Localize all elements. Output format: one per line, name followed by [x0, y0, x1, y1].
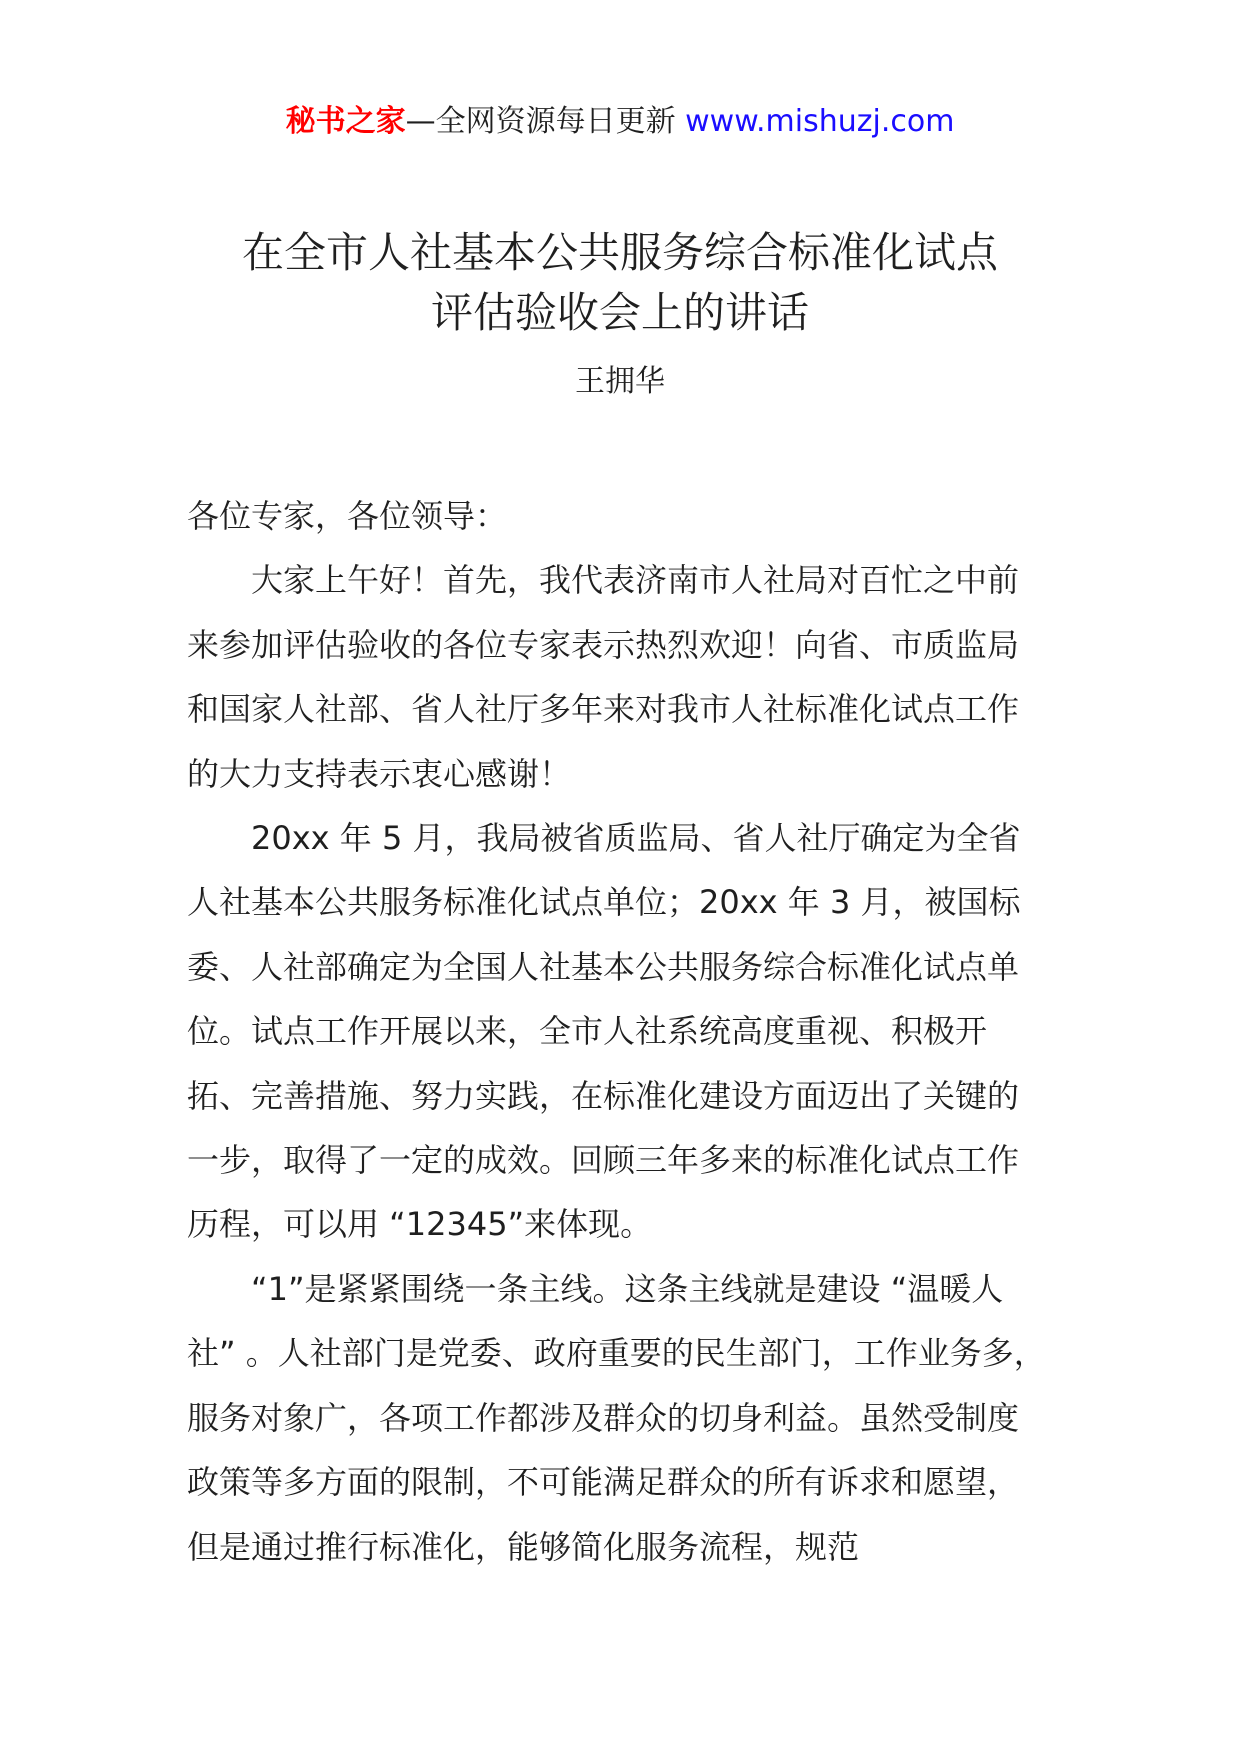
document-body — [187, 484, 1047, 1579]
body-paragraph: 大家上午好！首先，我代表济南市人社局对百忙之中前来参加评估验收的各位专家表示热烈欢迎！向省、市质监局和国家人社部、省人社厅多年来对我市人社标准化试点工作的大力支持表示衷心感谢！ — [187, 561, 1020, 793]
document-title-line: 评估验收会上的讲话 — [430, 288, 809, 337]
document-title-line: 在全市人社基本公共服务综合标准化试点 — [241, 228, 998, 277]
document-title — [0, 223, 1240, 343]
site-tagline: —全网资源每日更新 — [405, 104, 676, 139]
site-url-link[interactable]: www.mishuzj.com — [685, 104, 955, 139]
salutation: 各位专家，各位领导： — [187, 497, 508, 535]
site-brand: 秘书之家 — [285, 104, 406, 139]
document-author: 王拥华 — [575, 364, 665, 399]
body-paragraph: 20xx 年 5 月，我局被省质监局、省人社厅确定为全省人社基本公共服务标准化试点单位；20xx 年 3 月，被国标委、人社部确定为全国人社基本公共服务综合标准化试点单位。试点工作开展以来，全市人社系统高度重视、积极开拓、完善措施、努力实践，在标准化建设方面迈出了关键的一步，取得了一定的成效。回顾三年多来的标准化试点工作历程，可以用 “12345”来体现。 — [187, 819, 1021, 1244]
site-header — [0, 102, 1240, 142]
body-paragraph: “1”是紧紧围绕一条主线。这条主线就是建设 “温暖人社” 。人社部门是党委、政府重要的民生部门，工作业务多，服务对象广，各项工作都涉及群众的切身利益。虽然受制度政策等多方面的限制，不可能满足群众的所有诉求和愿望，但是通过推行标准化，能够简化服务流程，规范 — [187, 1269, 1046, 1566]
